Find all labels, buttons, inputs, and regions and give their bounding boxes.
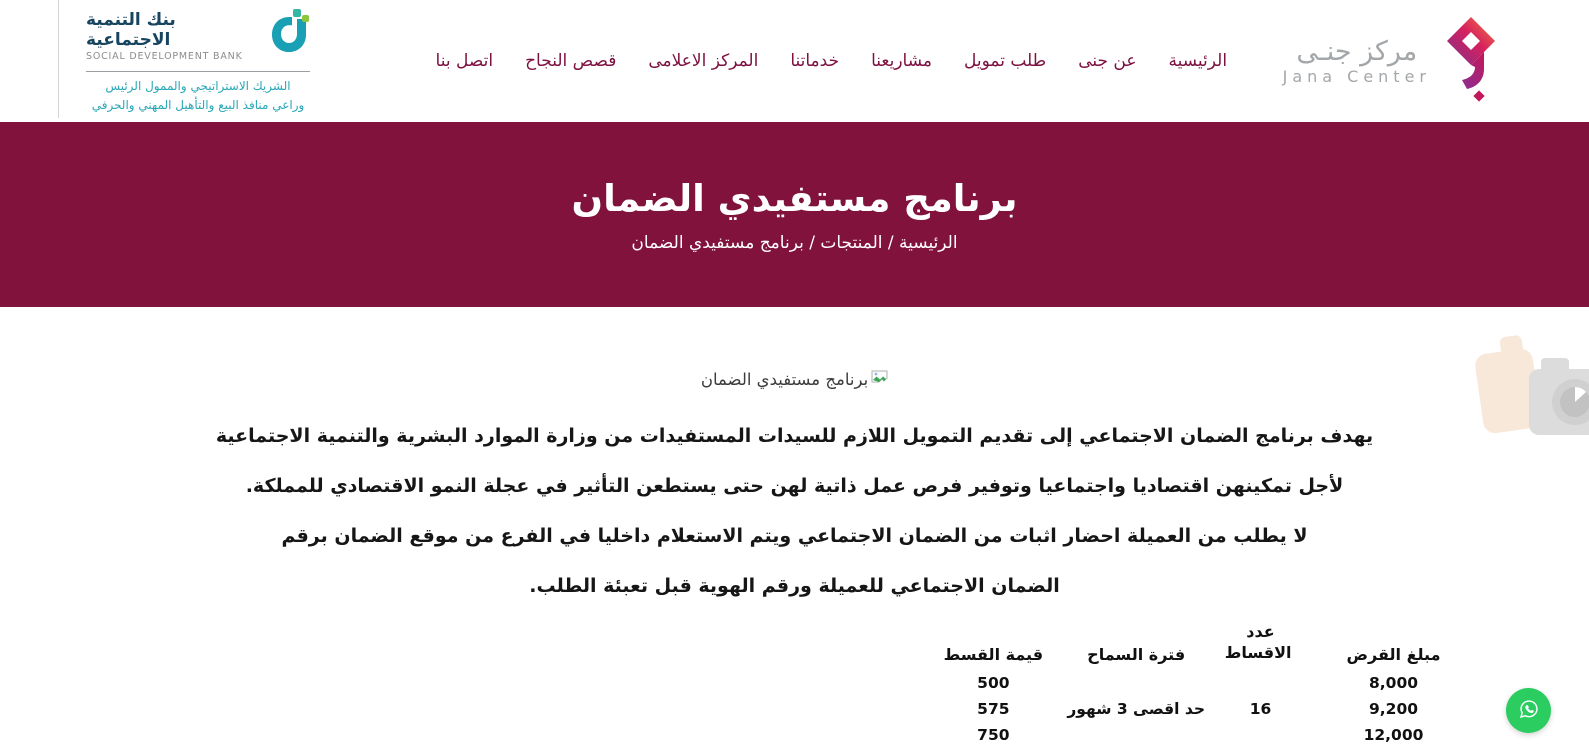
nav-link-contact-us[interactable]: اتصل بنا bbox=[435, 51, 494, 71]
sdb-tagline-line2: وراعي منافذ البيع والتأهيل المهني والحرفي bbox=[91, 97, 305, 112]
table-header-installments-count bbox=[1205, 616, 1316, 670]
program-description bbox=[0, 411, 1589, 611]
table-header-row bbox=[919, 616, 1471, 670]
main-content bbox=[0, 307, 1589, 747]
site-header bbox=[0, 0, 1589, 122]
sdb-divider bbox=[86, 71, 310, 72]
broken-image-icon bbox=[871, 365, 888, 395]
description-line: يهدف برنامج الضمان الاجتماعي إلى تقديم التمويل اللازم للسيدات المستفيدات من وزارة الموارد البشرية والتنمية الاجتماعية bbox=[215, 425, 1374, 447]
whatsapp-button[interactable] bbox=[1506, 688, 1551, 733]
whatsapp-icon bbox=[1515, 695, 1543, 726]
table-header-loan-amount: مبلغ القرض bbox=[1346, 645, 1441, 664]
description-line: لأجل تمكينهن اقتصاديا واجتماعيا وتوفير فرص عمل ذاتية لهن حتى يستطعن التأثير في عجلة النمو الاقتصادي للمملكة. bbox=[245, 475, 1344, 497]
broken-image-alt-text: برنامج مستفيدي الضمان bbox=[700, 370, 869, 389]
jana-diamond-logo-icon bbox=[1445, 15, 1497, 107]
loan-terms-table bbox=[919, 616, 1471, 747]
sdb-logo-text bbox=[86, 10, 260, 62]
social-development-bank-logo bbox=[86, 8, 310, 114]
installment-value-cell: 750 bbox=[977, 726, 1010, 744]
table-row bbox=[919, 670, 1471, 696]
nav-link-our-projects[interactable]: مشاريعنا bbox=[871, 51, 932, 71]
broken-image-placeholder bbox=[701, 365, 888, 395]
nav-link-home[interactable]: الرئيسية bbox=[1168, 51, 1228, 71]
hero-banner bbox=[0, 122, 1589, 307]
sdb-bank-mark-icon bbox=[268, 8, 310, 64]
nav-link-funding-request[interactable]: طلب تمويل bbox=[963, 51, 1047, 71]
installment-value-cell: 500 bbox=[977, 674, 1010, 692]
sdb-title-arabic: بنك التنمية الاجتماعية bbox=[86, 10, 176, 51]
breadcrumb[interactable]: الرئيسية / المنتجات / برنامج مستفيدي الضمان bbox=[631, 232, 958, 253]
jana-logo-text bbox=[1283, 36, 1431, 86]
description-line: لا يطلب من العميلة احضار اثبات من الضمان الاجتماعي ويتم الاستعلام داخليا في الفرع من موقع الضمان برقم bbox=[281, 525, 1308, 547]
nav-link-success-stories[interactable]: قصص النجاح bbox=[525, 51, 617, 71]
sdb-tagline-line1: الشريك الاستراتيجي والممول الرئيس bbox=[105, 78, 291, 93]
nav-link-our-services[interactable]: خدماتنا bbox=[790, 51, 840, 71]
jana-title-english: Jana Center bbox=[1282, 67, 1431, 87]
table-header-grace-period: فترة السماح bbox=[1087, 645, 1186, 664]
sdb-title-english: SOCIAL DEVELOPMENT BANK bbox=[86, 50, 243, 62]
jana-center-logo[interactable] bbox=[1283, 15, 1497, 107]
loan-amount-cell: 8,000 bbox=[1368, 674, 1419, 692]
nav-link-about-jana[interactable]: عن جنى bbox=[1078, 51, 1137, 71]
loan-amount-cell: 9,200 bbox=[1368, 700, 1419, 718]
grace-period-cell: حد اقصى 3 شهور bbox=[1067, 700, 1205, 718]
table-header-installment-value: قيمة القسط bbox=[943, 645, 1044, 664]
sdb-tagline bbox=[86, 77, 310, 114]
description-line: الضمان الاجتماعي للعميلة ورقم الهوية قبل تعبئة الطلب. bbox=[529, 575, 1060, 597]
table-header-installments-count-label: عدد الاقساط bbox=[1224, 621, 1292, 663]
loan-amount-cell: 12,000 bbox=[1363, 726, 1424, 744]
sdb-logo-top bbox=[86, 8, 310, 64]
nav-link-media-center[interactable]: المركز الاعلامى bbox=[648, 51, 759, 71]
main-navigation bbox=[436, 51, 1228, 71]
page-title: برنامج مستفيدي الضمان bbox=[571, 176, 1018, 220]
installment-value-cell: 575 bbox=[977, 700, 1010, 718]
installments-count-cell: 16 bbox=[1249, 700, 1272, 718]
jana-title-arabic: مركز جنـى bbox=[1296, 35, 1418, 67]
